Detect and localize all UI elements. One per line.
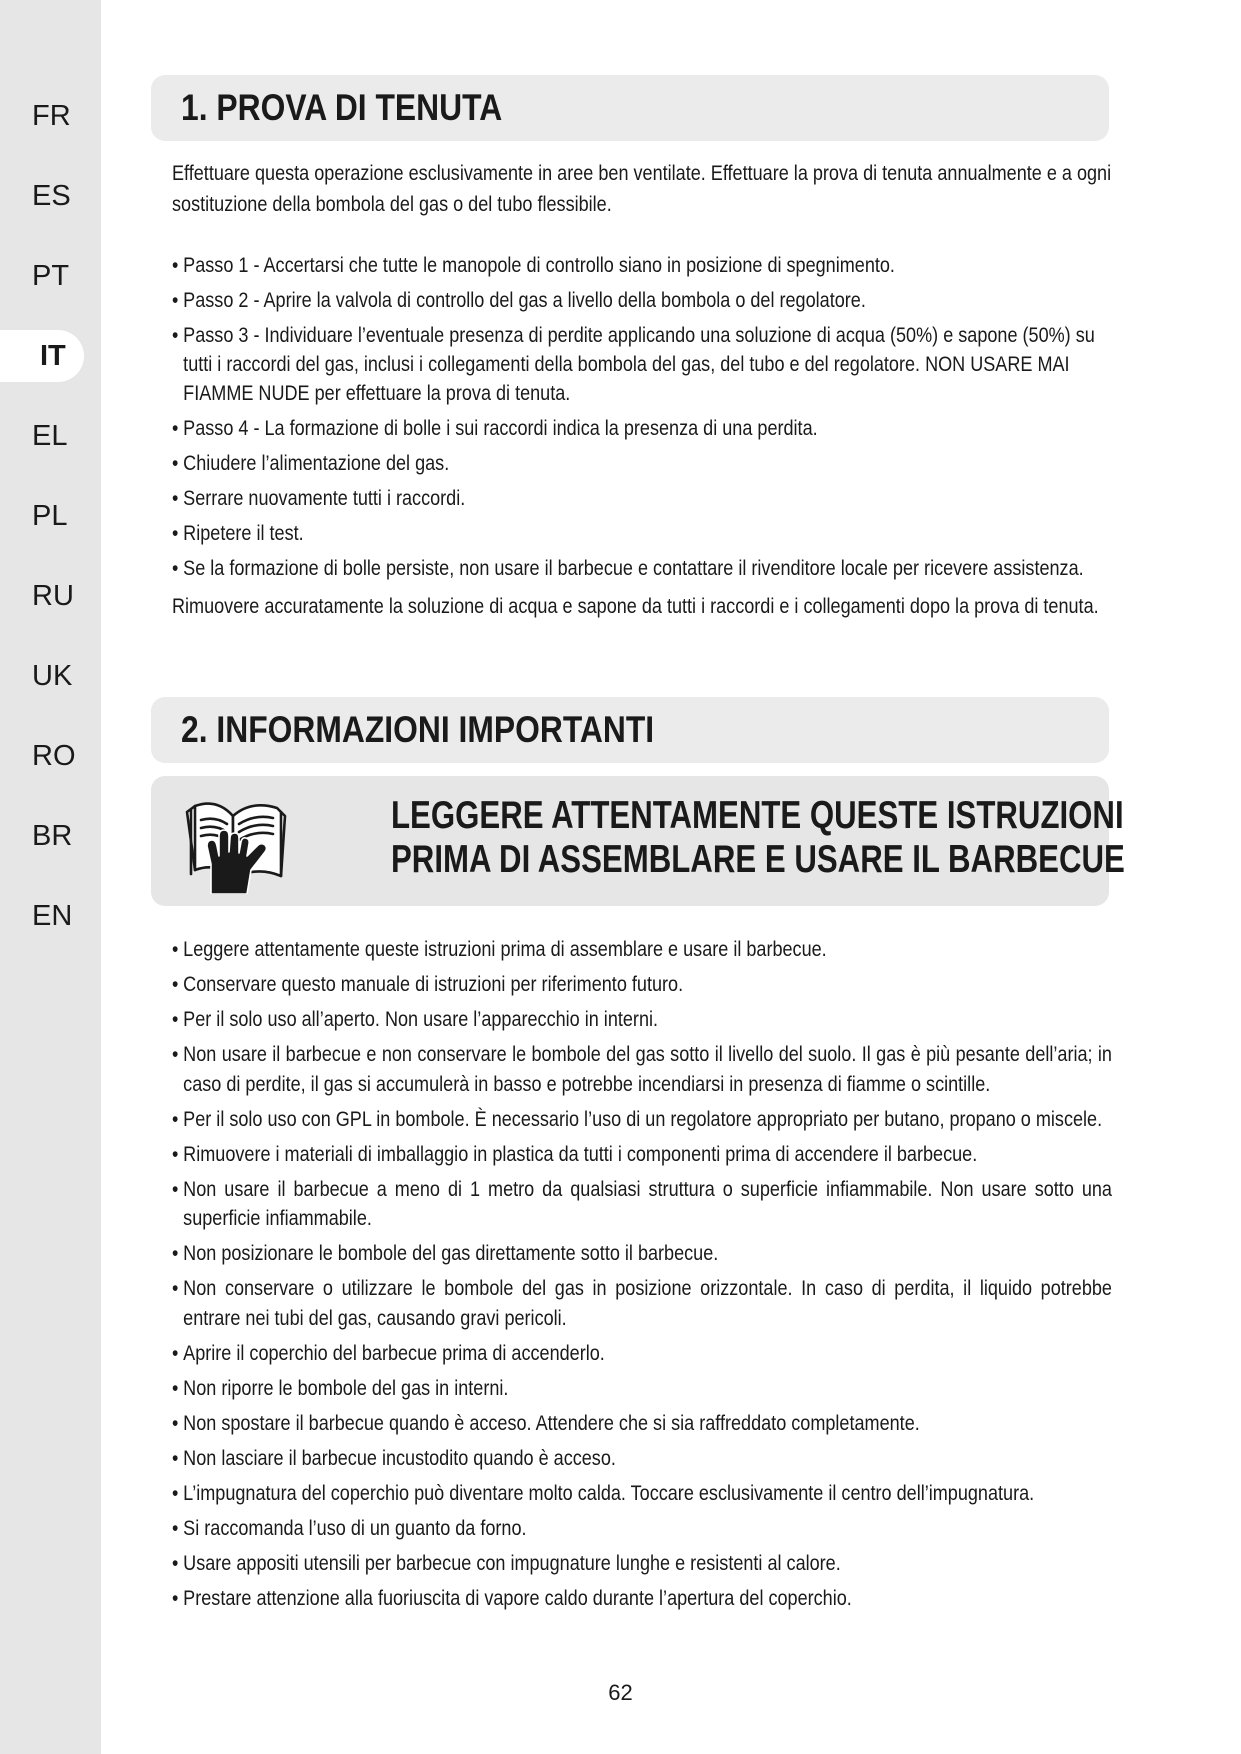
page-number: 62 [608,1680,633,1705]
section-1-title: 1. PROVA DI TENUTA [181,87,503,128]
warning-box [151,776,1125,906]
section-2-header [151,697,1109,763]
list-item: • Passo 2 - Aprire la valvola di controllo del gas a livello della bombola o del regolatore. [172,286,1112,316]
section-1-intro-text: Effettuare questa operazione esclusivamente in aree ben ventilate. Effettuare la prova di tenuta annualmente e a ogni sostituzione della bombola del gas o del tubo flessibile. [172,162,1112,216]
warning-line-2: PRIMA DI ASSEMBLARE E USARE IL BARBECUE [391,838,1125,881]
lang-tab-uk[interactable]: UK [32,660,73,692]
section-2-title: 2. INFORMAZIONI IMPORTANTI [181,709,655,750]
list-item: • Non usare il barbecue e non conservare le bombole del gas sotto il livello del suolo. Il gas è più pesante dell’aria; in caso di perdite, il gas si accumulerà in basso e potrebbe incendiarsi in presenza di fiamme o scintille. [172,1040,1112,1099]
lang-tab-pt[interactable]: PT [32,260,70,292]
list-item: • Per il solo uso all’aperto. Non usare l’apparecchio in interni. [172,1005,1112,1035]
lang-tab-el[interactable]: EL [32,420,68,452]
list-item: • Passo 1 - Accertarsi che tutte le manopole di controllo siano in posizione di spegnimento. [172,251,1112,281]
list-item: • Chiudere l’alimentazione del gas. [172,449,1112,479]
list-item: • Ripetere il test. [172,519,1112,549]
list-item: • Passo 4 - La formazione di bolle i sui raccordi indica la presenza di una perdita. [172,414,1112,444]
list-item: • Aprire il coperchio del barbecue prima di accenderlo. [172,1339,1112,1369]
section-2-items [172,935,1112,1619]
lang-tab-ru[interactable]: RU [32,580,74,612]
section-1-outro [172,591,1099,622]
list-item: • Non riporre le bombole del gas in interni. [172,1374,1112,1404]
list-item: • Non usare il barbecue a meno di 1 metro da qualsiasi struttura o superficie infiammabile. Non usare sotto una superficie infiammabile. [172,1175,1112,1234]
lang-tab-pl[interactable]: PL [32,500,68,532]
lang-tab-es[interactable]: ES [32,180,71,212]
list-item: • Non conservare o utilizzare le bombole del gas in posizione orizzontale. In caso di perdita, il liquido potrebbe entrare nei tubi del gas, causando gravi pericoli. [172,1274,1112,1333]
section-1-header [151,75,1109,141]
warning-line-1: LEGGERE ATTENTAMENTE QUESTE ISTRUZIONI [391,794,1124,837]
list-item: • Rimuovere i materiali di imballaggio in plastica da tutti i componenti prima di accendere il barbecue. [172,1140,1112,1170]
section-1-intro [172,158,1112,220]
list-item: • L’impugnatura del coperchio può diventare molto calda. Toccare esclusivamente il centro dell’impugnatura. [172,1479,1112,1509]
lang-tab-br[interactable]: BR [32,820,73,852]
lang-tab-en[interactable]: EN [32,900,73,932]
list-item: • Non lasciare il barbecue incustodito quando è acceso. [172,1444,1112,1474]
lang-tab-it[interactable]: IT [0,330,84,382]
section-1-steps [172,251,1112,589]
language-sidebar [0,0,101,1754]
read-manual-icon [181,790,291,894]
lang-tab-ro[interactable]: RO [32,740,76,772]
list-item: • Serrare nuovamente tutti i raccordi. [172,484,1112,514]
list-item: • Per il solo uso con GPL in bombole. È necessario l’uso di un regolatore appropriato per butano, propano o miscele. [172,1105,1112,1135]
warning-title [391,794,1125,882]
list-item: • Passo 3 - Individuare l’eventuale presenza di perdite applicando una soluzione di acqua (50%) e sapone (50%) su tutti i raccordi del gas, inclusi i collegamenti della bombola del gas, del tubo e del regolatore. NON USARE MAI FIAMME NUDE per effettuare la prova di tenuta. [172,321,1112,408]
list-item: • Si raccomanda l’uso di un guanto da forno. [172,1514,1112,1544]
list-item: • Non spostare il barbecue quando è acceso. Attendere che si sia raffreddato completamente. [172,1409,1112,1439]
list-item: • Usare appositi utensili per barbecue con impugnature lunghe e resistenti al calore. [172,1549,1112,1579]
list-item: • Se la formazione di bolle persiste, non usare il barbecue e contattare il rivenditore locale per ricevere assistenza. [172,554,1112,584]
list-item: • Prestare attenzione alla fuoriuscita di vapore caldo durante l’apertura del coperchio. [172,1584,1112,1614]
list-item: • Leggere attentamente queste istruzioni prima di assemblare e usare il barbecue. [172,935,1112,965]
list-item: • Conservare questo manuale di istruzioni per riferimento futuro. [172,970,1112,1000]
list-item: • Non posizionare le bombole del gas direttamente sotto il barbecue. [172,1239,1112,1269]
lang-tab-fr[interactable]: FR [32,100,71,132]
section-1-outro-text: Rimuovere accuratamente la soluzione di acqua e sapone da tutti i raccordi e i collegamenti dopo la prova di tenuta. [172,595,1099,618]
